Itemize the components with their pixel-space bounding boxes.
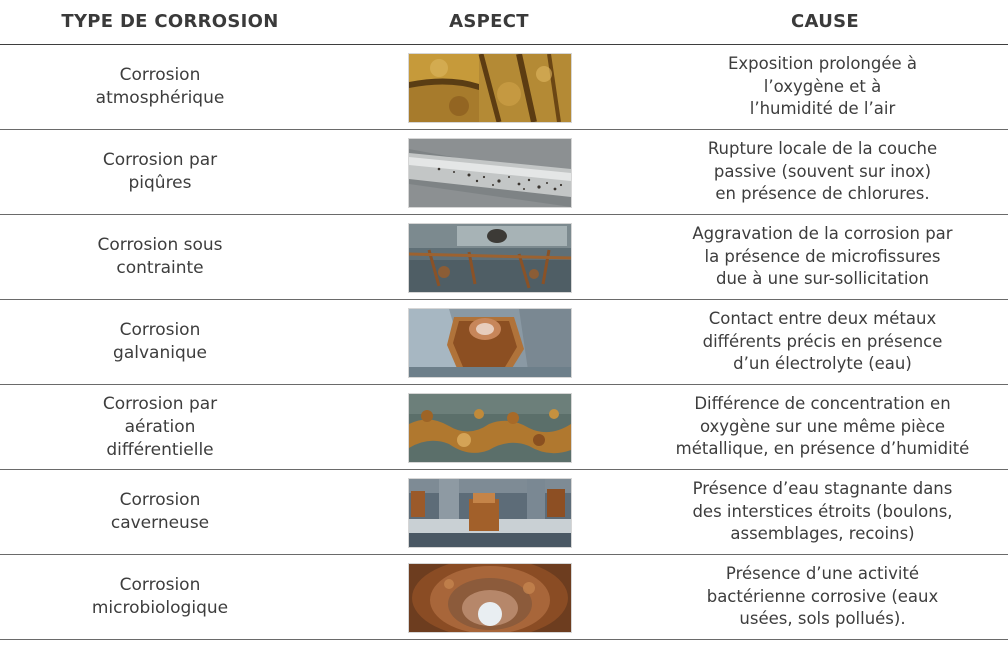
cracked-steel-structure-photo [408,223,572,293]
header-cause: CAUSE [791,11,859,32]
cause-text: Présence d’une activité bactérienne corrosive (eaux usées, sols pollués). [706,564,939,629]
table-row [0,300,1008,385]
header-type: TYPE DE CORROSION [61,11,279,32]
table-row [0,215,1008,300]
type-label: Corrosion par piqûres [102,150,218,193]
type-label: Corrosion caverneuse [110,490,210,533]
cause-text: Exposition prolongée à l’oxygène et à l’humidité de l’air [727,54,918,119]
table-row [0,385,1008,470]
pitted-steel-pipe-photo [408,138,572,208]
rusty-metal-sheets-photo [408,53,572,123]
type-label: Corrosion galvanique [113,320,207,363]
type-label: Corrosion atmosphérique [95,65,225,108]
cause-text: Aggravation de la corrosion par la présence de microfissures due à une sur-sollicitation [692,224,953,289]
table-row [0,555,1008,640]
rusty-bolts-assembly-photo [408,478,572,548]
table-header [0,0,1008,45]
table-row [0,470,1008,555]
cause-text: Contact entre deux métaux différents précis en présence d’un électrolyte (eau) [702,309,943,374]
table-row [0,45,1008,130]
corroded-pipe-interior-photo [408,563,572,633]
header-aspect: ASPECT [449,11,529,32]
cause-text: Présence d’eau stagnante dans des interstices étroits (boulons, assemblages, recoins) [692,479,953,544]
rust-patches-surface-photo [408,393,572,463]
corroded-bolt-photo [408,308,572,378]
cause-text: Différence de concentration en oxygène sur une même pièce métallique, en présence d’humidité [675,394,970,459]
cause-text: Rupture locale de la couche passive (souvent sur inox) en présence de chlorures. [707,139,938,204]
table-row [0,130,1008,215]
type-label: Corrosion microbiologique [91,575,229,618]
type-label: Corrosion par aération différentielle [102,393,218,460]
type-label: Corrosion sous contrainte [97,235,223,278]
